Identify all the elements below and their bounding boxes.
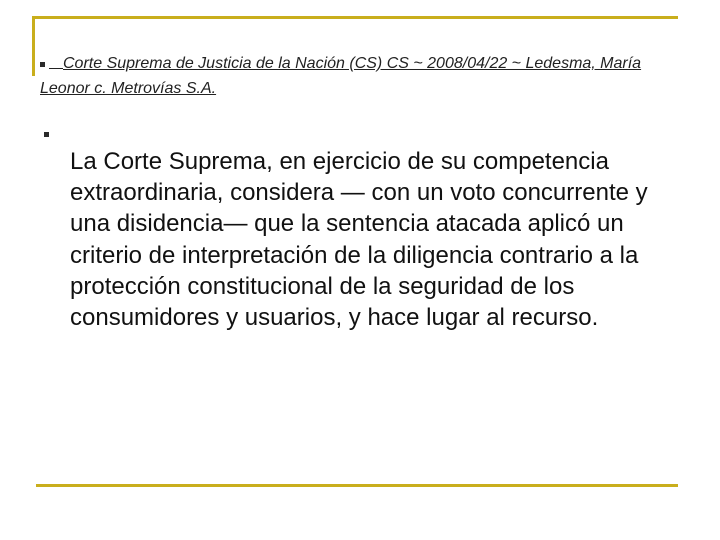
case-heading (40, 52, 680, 102)
link-underline-lead (49, 56, 63, 69)
heading-bullet-icon (40, 62, 45, 67)
body-paragraph: La Corte Suprema, en ejercicio de su competencia extraordinaria, considera — con un voto concurrente y una disidencia— que la sentencia atacada aplicó un criterio de interpretación de la diligencia contrario a la protección constitucional de la seguridad de los consumidores y usuarios, y hace lugar al recurso. (70, 148, 648, 331)
frame-left-border (32, 16, 35, 76)
frame-top-border (32, 16, 678, 19)
case-citation-link[interactable]: Corte Suprema de Justicia de la Nación (CS) CS ~ 2008/04/22 ~ Ledesma, María Leonor c. Metrovías S.A. (40, 55, 642, 97)
frame-bottom-border (36, 484, 678, 487)
body-bullet-icon (44, 132, 49, 137)
